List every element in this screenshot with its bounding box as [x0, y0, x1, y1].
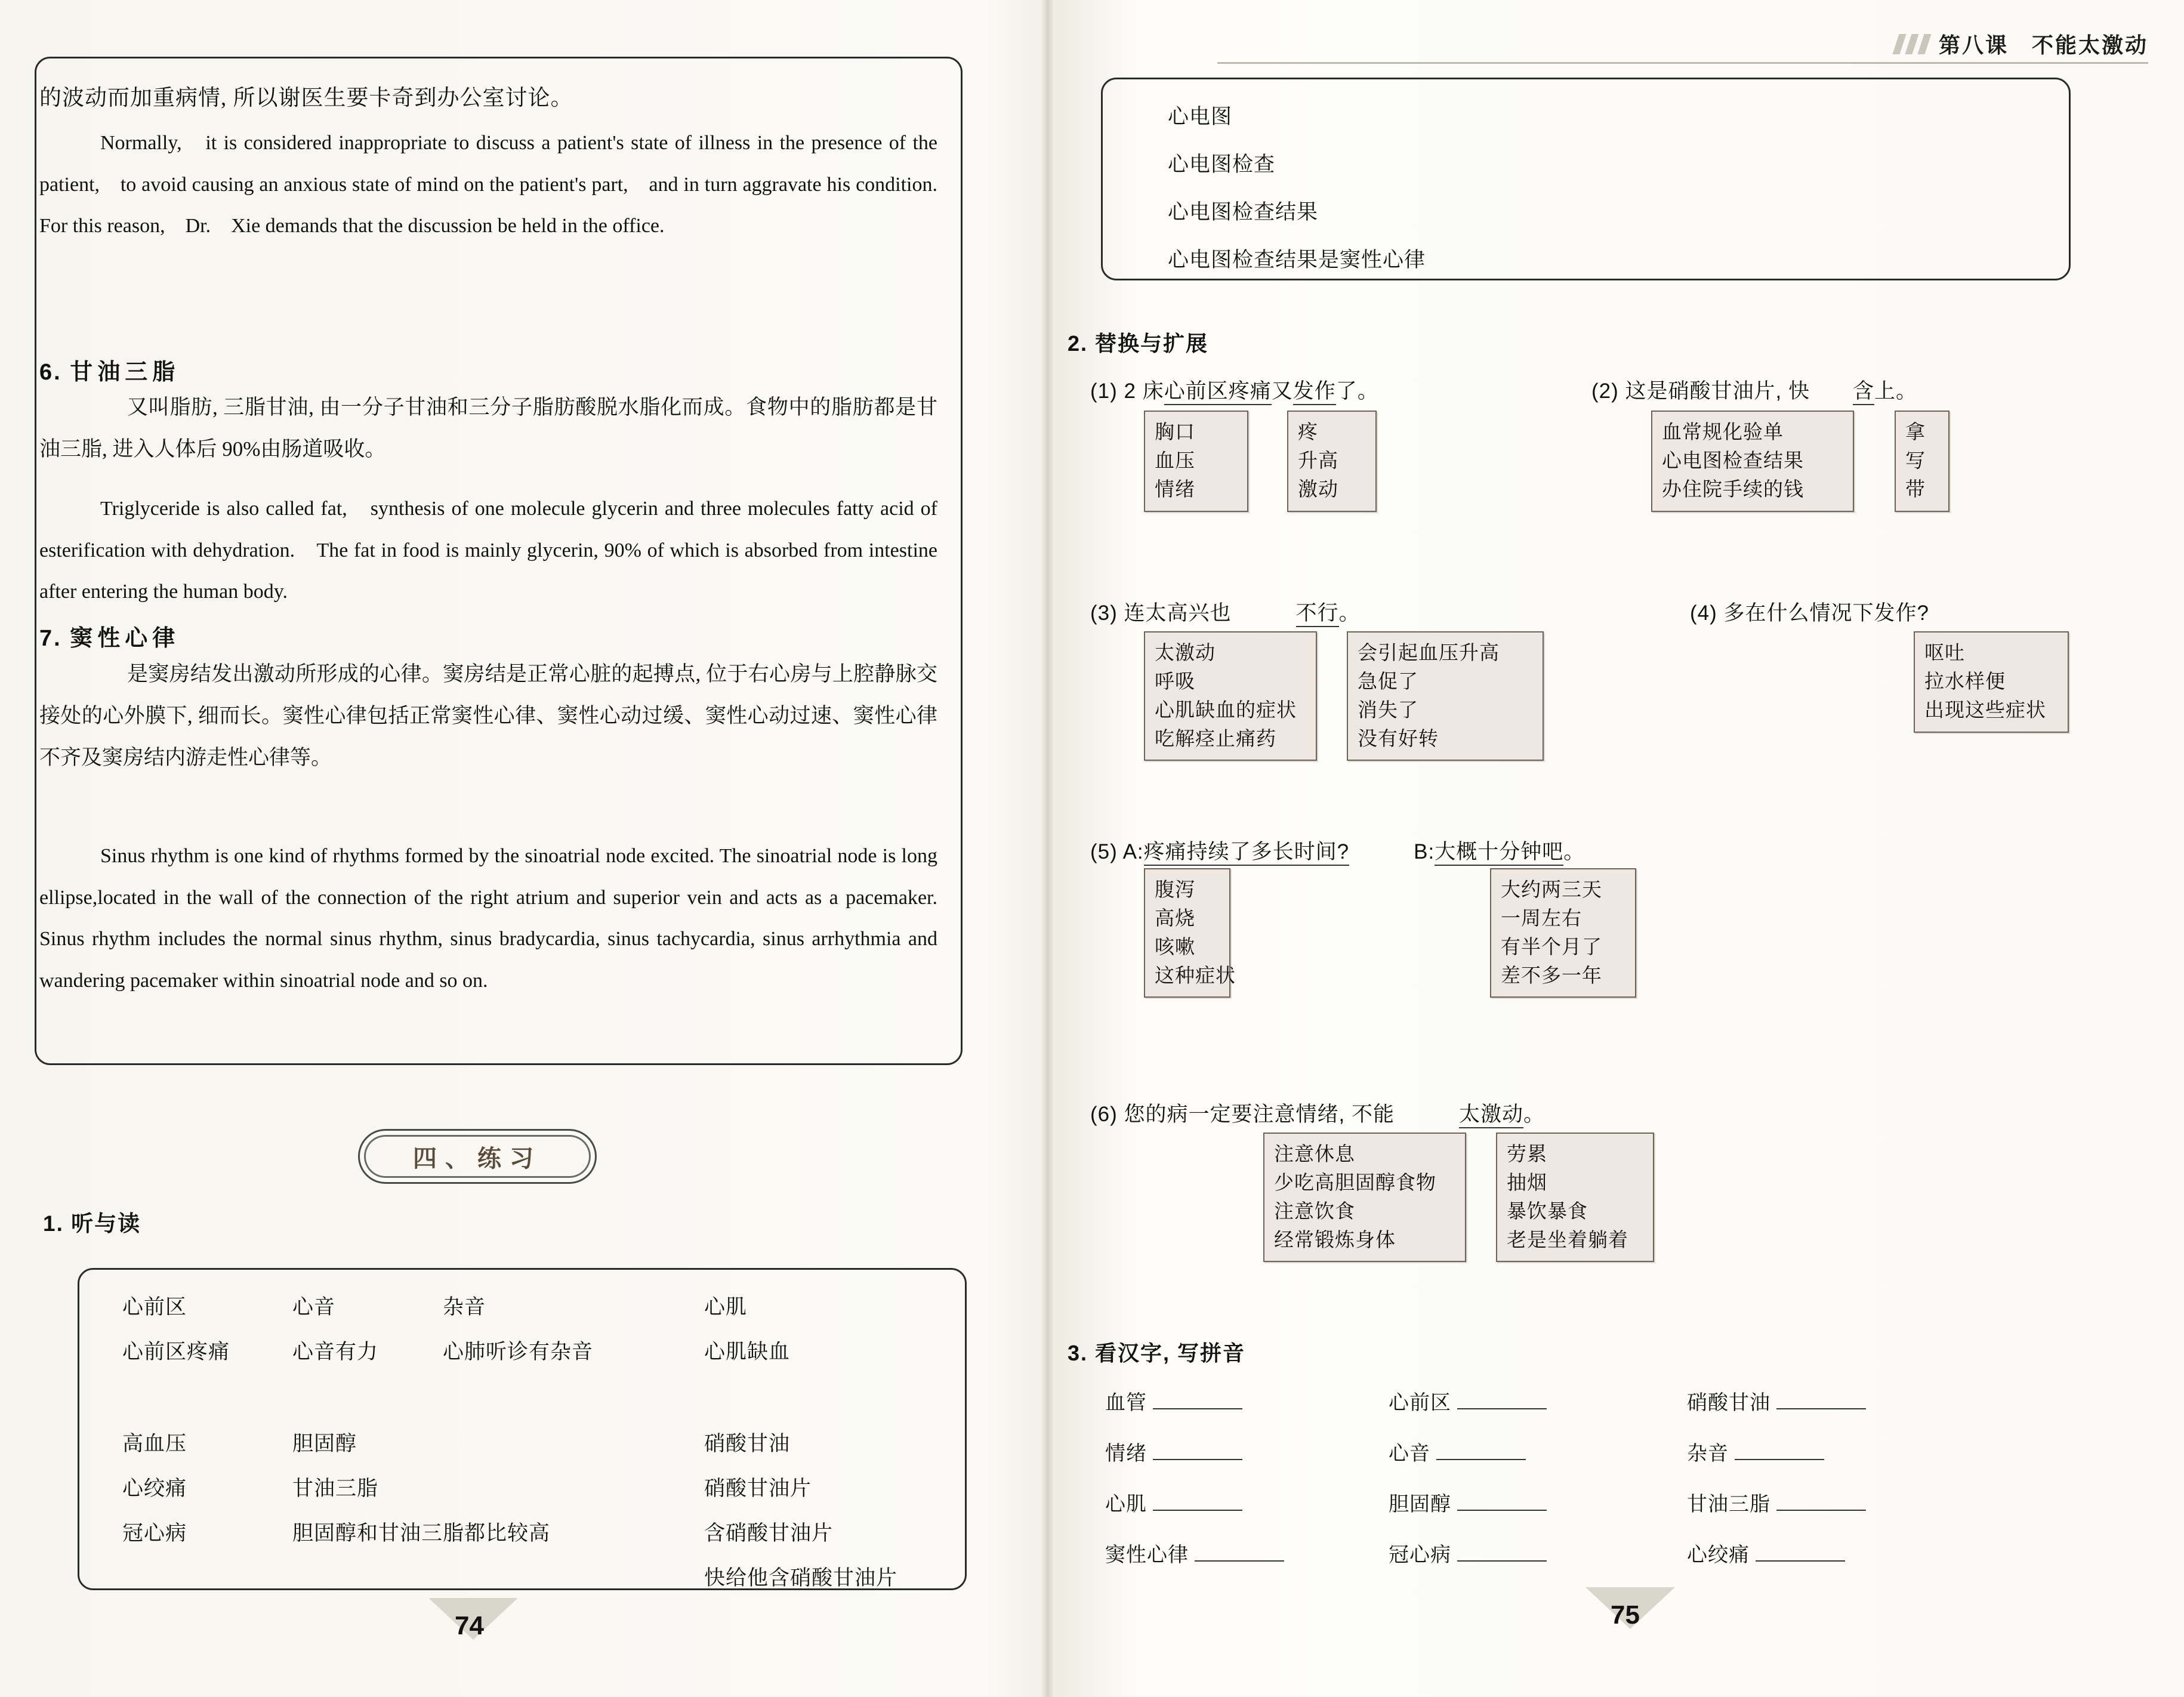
q2-label: (2)	[1591, 379, 1619, 403]
question-5	[1090, 835, 1585, 865]
entry-7-number: 7.	[39, 626, 62, 651]
pinyin-word[interactable]	[1687, 1437, 1824, 1466]
pinyin-word[interactable]	[1687, 1386, 1866, 1415]
option-box[interactable]	[1144, 631, 1317, 761]
option-item: 一周左右	[1501, 906, 1582, 929]
page-number-left: 74	[455, 1611, 484, 1640]
pinyin-word[interactable]	[1389, 1488, 1547, 1517]
q1-mid: 又	[1271, 379, 1293, 403]
q4-pre: 多在什么情况下发作?	[1723, 601, 1929, 625]
q1-blank2: 发作	[1293, 379, 1336, 405]
entry-6-cn: 又叫脂肪, 三脂甘油, 由一分子甘油和三分子脂肪酸脱水脂化而成。食物中的脂肪都是甘油三脂, 进入人体后 90%由肠道吸收。	[39, 396, 937, 461]
pinyin-blank[interactable]	[1153, 1390, 1242, 1409]
listen-word: 心肌缺血	[704, 1340, 791, 1363]
option-item: 没有好转	[1358, 727, 1439, 749]
entry-7-en: Sinus rhythm is one kind of rhythms formed by the sinoatrial node excited. The sinoatrial node is long ellipse,located in the wall of the connection of the right atrium and superior vein and acts as a pacemaker. Sinus rhythm includes the normal sinus rhythm, sinus bradycardia, sinus tachycardia, sinus arrhythmia and wandering pacemaker within sinoatrial node and so on.	[39, 845, 958, 992]
option-item: 会引起血压升高	[1358, 641, 1500, 664]
pinyin-word-label: 心绞痛	[1687, 1544, 1750, 1566]
listen-word: 含硝酸甘油片	[704, 1522, 834, 1545]
pinyin-blank[interactable]	[1776, 1492, 1866, 1511]
listen-word: 心音有力	[292, 1340, 379, 1363]
pinyin-word-label: 心音	[1389, 1442, 1430, 1465]
option-item: 疼	[1298, 421, 1318, 443]
pinyin-blank[interactable]	[1776, 1390, 1866, 1409]
q1-label: (1)	[1090, 379, 1118, 403]
section-pinyin-title: 3. 看汉字, 写拼音	[1068, 1341, 1246, 1365]
pinyin-word[interactable]	[1105, 1386, 1242, 1415]
option-item: 写	[1905, 449, 1926, 471]
option-item: 激动	[1298, 477, 1338, 500]
header-title: 第八课 不能太激动	[1938, 33, 2148, 57]
pinyin-word-label: 心肌	[1105, 1493, 1147, 1516]
pinyin-word-label: 血管	[1105, 1391, 1147, 1414]
pinyin-blank[interactable]	[1457, 1390, 1547, 1409]
ladder-item: 心电图检查结果	[1168, 200, 1319, 224]
pinyin-word[interactable]	[1389, 1437, 1526, 1466]
listen-word: 心音	[292, 1295, 336, 1319]
listen-word: 快给他含硝酸甘油片	[704, 1566, 898, 1590]
listen-word: 硝酸甘油	[704, 1432, 791, 1455]
entry-6-heading	[39, 353, 180, 386]
option-item: 血压	[1155, 449, 1195, 471]
question-2	[1591, 375, 1917, 405]
option-box[interactable]	[1914, 631, 2069, 733]
ladder-item: 心电图检查	[1168, 153, 1276, 176]
listen-word: 硝酸甘油片	[704, 1477, 812, 1500]
ladder-item: 心电图检查结果是窦性心律	[1168, 248, 1426, 271]
question-4	[1690, 597, 1929, 627]
header-slash-icon	[1896, 34, 1928, 54]
option-item: 暴饮暴食	[1507, 1199, 1588, 1222]
pinyin-word[interactable]	[1105, 1488, 1242, 1517]
option-item: 劳累	[1507, 1143, 1547, 1165]
option-item: 少吃高胆固醇食物	[1274, 1171, 1436, 1193]
option-item: 办住院手续的钱	[1662, 477, 1804, 500]
pinyin-blank[interactable]	[1436, 1441, 1526, 1460]
pinyin-word[interactable]	[1389, 1386, 1547, 1415]
pinyin-word-label: 冠心病	[1389, 1544, 1451, 1566]
pinyin-blank[interactable]	[1756, 1542, 1845, 1562]
entry-6-en: Triglyceride is also called fat, synthesis of one molecule glycerin and three molecules fatty acid of esterification with dehydration. The fat in food is mainly glycerin, 90% of which is absorbed from intestine after entering the human body.	[39, 498, 937, 603]
pinyin-word[interactable]	[1105, 1437, 1242, 1466]
pinyin-word-label: 情绪	[1105, 1442, 1147, 1465]
pinyin-word-label: 硝酸甘油	[1687, 1391, 1770, 1414]
ladder-item: 心电图	[1168, 105, 1233, 128]
q2-blank1: 含	[1853, 379, 1874, 405]
option-item: 高烧	[1155, 906, 1195, 929]
q3-post: 。	[1338, 601, 1361, 625]
q1-pre: 2 床	[1124, 379, 1164, 403]
q5-post: 。	[1563, 840, 1585, 863]
q6-post: 。	[1523, 1103, 1546, 1126]
pinyin-word-label: 甘油三脂	[1687, 1493, 1770, 1516]
question-1	[1090, 375, 1379, 405]
option-item: 这种症状	[1155, 964, 1236, 986]
question-6	[1090, 1098, 1545, 1128]
option-item: 注意饮食	[1274, 1199, 1355, 1222]
option-item: 经常锻炼身体	[1274, 1228, 1396, 1251]
q1-post: 了。	[1335, 379, 1379, 403]
pinyin-word[interactable]	[1687, 1538, 1845, 1568]
pinyin-blank[interactable]	[1735, 1441, 1824, 1460]
q5-blank1: 疼痛持续了多长时间?	[1144, 840, 1349, 866]
q3-pre: 连太高兴也	[1124, 601, 1232, 625]
q6-label: (6)	[1090, 1103, 1118, 1126]
option-item: 差不多一年	[1501, 964, 1602, 986]
pinyin-word[interactable]	[1105, 1538, 1284, 1568]
pinyin-word-label: 胆固醇	[1389, 1493, 1451, 1516]
option-item: 血常规化验单	[1662, 421, 1784, 443]
q2-pre: 这是硝酸甘油片, 快	[1625, 379, 1810, 403]
option-item: 注意休息	[1274, 1143, 1355, 1165]
listen-word: 冠心病	[122, 1522, 187, 1545]
q5-speaker-a: A:	[1122, 840, 1144, 863]
section-listen-and-read-title: 1. 听与读	[43, 1211, 141, 1236]
exercise-section-badge: 四、练习	[358, 1129, 597, 1184]
option-box[interactable]	[1490, 868, 1636, 998]
option-item: 吃解痉止痛药	[1155, 727, 1276, 749]
listen-word: 心绞痛	[122, 1477, 187, 1500]
option-item: 拿	[1905, 421, 1926, 443]
option-item: 老是坐着躺着	[1507, 1228, 1628, 1251]
pinyin-blank[interactable]	[1457, 1542, 1547, 1562]
lead-line: 的波动而加重病情, 所以谢医生要卡奇到办公室讨论。	[39, 86, 573, 110]
option-box[interactable]	[1144, 411, 1248, 512]
listen-word: 心前区	[122, 1295, 187, 1319]
option-item: 呼吸	[1155, 669, 1195, 692]
listen-word: 高血压	[122, 1432, 187, 1455]
option-box[interactable]	[1895, 411, 1949, 512]
pinyin-blank[interactable]	[1153, 1492, 1242, 1511]
listen-word: 心肌	[704, 1295, 748, 1319]
pinyin-word-label: 杂音	[1687, 1442, 1729, 1465]
q5-blank2: 大概十分钟吧	[1435, 840, 1563, 866]
pinyin-blank[interactable]	[1153, 1441, 1242, 1460]
option-box[interactable]	[1144, 868, 1236, 998]
q3-blank1: 不行	[1296, 601, 1339, 627]
option-item: 消失了	[1358, 698, 1418, 721]
q4-label: (4)	[1690, 601, 1717, 625]
option-item: 咳嗽	[1155, 935, 1195, 958]
option-item: 情绪	[1155, 477, 1195, 500]
q2-post: 上。	[1874, 379, 1918, 403]
option-item: 出现这些症状	[1924, 698, 2046, 721]
entry-6-number: 6.	[39, 360, 62, 385]
option-item: 抽烟	[1507, 1171, 1547, 1193]
pinyin-blank[interactable]	[1195, 1542, 1284, 1562]
listen-word: 甘油三脂	[292, 1477, 379, 1500]
left-page	[0, 0, 1041, 1697]
option-item: 带	[1905, 477, 1926, 500]
entry-7-term: 窦性心律	[70, 626, 180, 651]
page-spine	[1041, 0, 1054, 1697]
option-item: 呕吐	[1924, 641, 1965, 664]
option-box[interactable]	[1287, 411, 1377, 512]
option-item: 胸口	[1155, 421, 1195, 443]
listen-word: 胆固醇	[292, 1432, 357, 1455]
q1-blank1: 心前区疼痛	[1164, 379, 1272, 405]
entry-7-cn: 是窦房结发出激动所形成的心律。窦房结是正常心脏的起搏点, 位于右心房与上腔静脉交接处的心外膜下, 细而长。窦性心律包括正常窦性心律、窦性心动过缓、窦性心动过速、窦性心律不齐及窦房结内游走性心律等。	[39, 662, 937, 769]
option-item: 有半个月了	[1501, 935, 1602, 958]
q6-pre: 您的病一定要注意情绪, 不能	[1124, 1103, 1395, 1126]
listen-word: 心前区疼痛	[122, 1340, 230, 1363]
right-page	[1054, 0, 2184, 1697]
option-item: 大约两三天	[1501, 878, 1602, 900]
option-item: 腹泻	[1155, 878, 1195, 900]
paragraph-normally: Normally, it is considered inappropriate to discuss a patient's state of illness in the presence of the patient, to avoid causing an anxious state of mind on the patient's part, and in turn aggravate his condition. For this reason, Dr. Xie demands that the discussion be held in the office.	[39, 132, 958, 237]
option-item: 升高	[1298, 449, 1338, 471]
option-item: 心肌缺血的症状	[1155, 698, 1297, 721]
option-item: 心电图检查结果	[1662, 449, 1804, 471]
entry-7-heading	[39, 619, 180, 652]
q5-label: (5)	[1090, 840, 1118, 863]
listen-word: 胆固醇和甘油三脂都比较高	[292, 1522, 551, 1545]
pinyin-word[interactable]	[1389, 1538, 1547, 1568]
option-item: 拉水样便	[1924, 669, 2006, 692]
option-box[interactable]	[1347, 631, 1544, 761]
pinyin-blank[interactable]	[1457, 1492, 1547, 1511]
pinyin-word-label: 心前区	[1389, 1391, 1451, 1414]
pinyin-word-label: 窦性心律	[1105, 1544, 1189, 1566]
listen-word: 杂音	[443, 1295, 486, 1319]
option-item: 急促了	[1358, 669, 1418, 692]
pinyin-word[interactable]	[1687, 1488, 1866, 1517]
option-item: 太激动	[1155, 641, 1216, 664]
running-header	[1896, 29, 2148, 59]
option-box[interactable]	[1651, 411, 1854, 512]
section-substitution-title: 2. 替换与扩展	[1068, 331, 1209, 356]
q6-blank1: 太激动	[1459, 1103, 1523, 1128]
listen-word: 心肺听诊有杂音	[443, 1340, 594, 1363]
q5-speaker-b: B:	[1414, 840, 1435, 863]
option-box[interactable]	[1263, 1133, 1466, 1262]
option-box[interactable]	[1496, 1133, 1654, 1262]
entry-6-term: 甘油三脂	[70, 360, 180, 385]
question-3	[1090, 597, 1361, 627]
header-divider	[1217, 62, 2148, 64]
page-number-right: 75	[1611, 1600, 1640, 1630]
q3-label: (3)	[1090, 601, 1118, 625]
